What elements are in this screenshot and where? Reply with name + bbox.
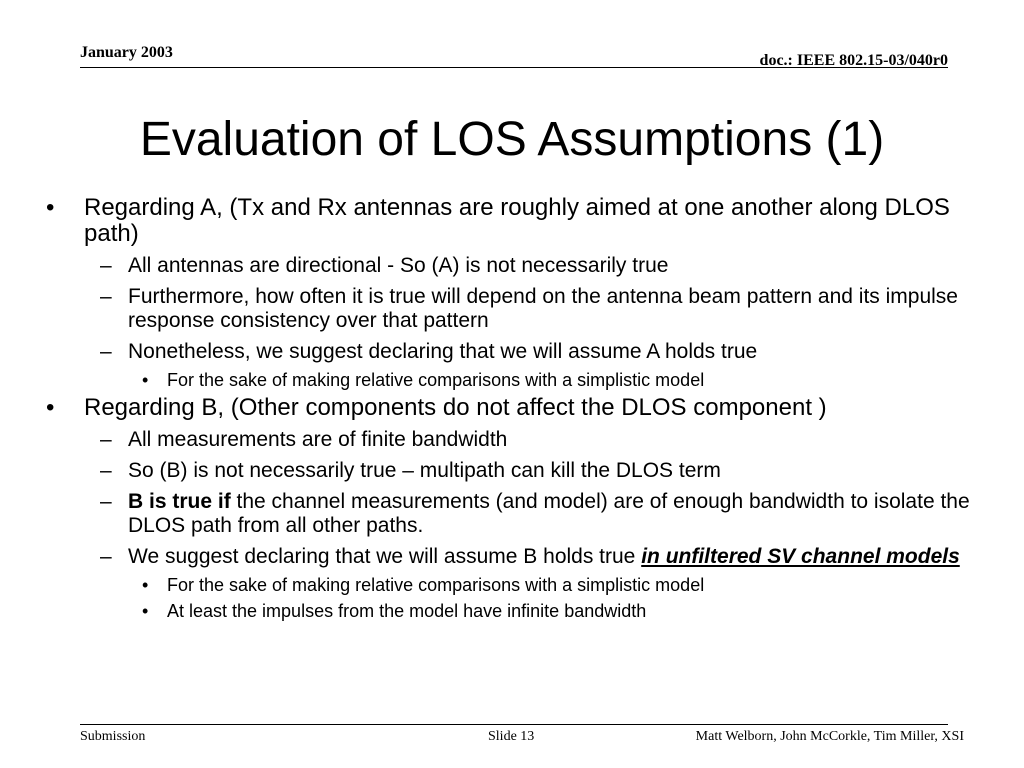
- dash-marker: –: [100, 428, 112, 451]
- header-doc-id: doc.: IEEE 802.15-03/040r0: [759, 52, 948, 69]
- sub-bullet-text-rest: the channel measurements (and model) are of enough bandwidth to isolate the DLOS path from all other paths.: [128, 490, 970, 537]
- sub-bullet: [100, 459, 978, 483]
- sub-bullet-text: [128, 490, 970, 537]
- sub-bullet-text: [128, 545, 960, 568]
- sub-sub-bullet: [142, 601, 967, 621]
- dash-marker: –: [100, 254, 112, 277]
- bullet-marker: •: [46, 394, 55, 421]
- sub-bullet: [100, 428, 978, 452]
- dash-marker: –: [100, 490, 112, 513]
- sub-bullet: [100, 254, 978, 278]
- sub-sub-bullet-text: At least the impulses from the model have infinite bandwidth: [167, 601, 647, 621]
- sub-sub-bullet-text: For the sake of making relative comparisons with a simplistic model: [167, 575, 705, 595]
- sub-bullet: [100, 490, 978, 538]
- footer-authors: Matt Welborn, John McCorkle, Tim Miller, XSI: [695, 729, 964, 744]
- footer-submission: Submission: [80, 729, 146, 744]
- footer-divider: [80, 724, 948, 725]
- sub-bullet-text: All measurements are of finite bandwidth: [128, 428, 508, 451]
- sub-sub-bullet: [142, 370, 967, 390]
- sub-bullet: [100, 340, 978, 364]
- sub-bullet-text: All antennas are directional - So (A) is not necessarily true: [128, 254, 669, 277]
- emphasized-phrase: in unfiltered SV channel models: [641, 545, 960, 568]
- sub-sub-bullet-text: For the sake of making relative comparisons with a simplistic model: [167, 370, 705, 390]
- footer-slide-number: Slide 13: [488, 729, 535, 744]
- dash-marker: –: [100, 340, 112, 363]
- bullet-text: Regarding A, (Tx and Rx antennas are roughly aimed at one another along DLOS path): [84, 194, 950, 247]
- slide-body: [0, 190, 1024, 621]
- sub-bullet-text: Nonetheless, we suggest declaring that we will assume A holds true: [128, 340, 758, 363]
- dash-marker: –: [100, 285, 112, 308]
- bullet-regarding-b: [46, 394, 964, 421]
- bullet-marker: •: [142, 601, 149, 621]
- header-date: January 2003: [80, 44, 173, 61]
- bullet-marker: •: [142, 575, 149, 595]
- dash-marker: –: [100, 545, 112, 568]
- bold-phrase: B is true if: [128, 490, 231, 513]
- dash-marker: –: [100, 459, 112, 482]
- sub-bullet-text: Furthermore, how often it is true will depend on the antenna beam pattern and its impulse response consistency over that pattern: [128, 285, 958, 332]
- sub-bullet-text-lead: We suggest declaring that we will assume B holds true: [128, 545, 642, 568]
- bullet-marker: •: [142, 370, 149, 390]
- slide-title: Evaluation of LOS Assumptions (1): [139, 113, 885, 166]
- header-divider: [80, 67, 948, 68]
- bullet-text: Regarding B, (Other components do not affect the DLOS component ): [84, 394, 827, 421]
- sub-sub-bullet: [142, 575, 967, 595]
- sub-bullet: [100, 285, 978, 333]
- bullet-regarding-a: [46, 194, 964, 247]
- sub-bullet-text: So (B) is not necessarily true – multipath can kill the DLOS term: [128, 459, 721, 482]
- bullet-marker: •: [46, 194, 55, 221]
- sub-bullet: [100, 545, 978, 569]
